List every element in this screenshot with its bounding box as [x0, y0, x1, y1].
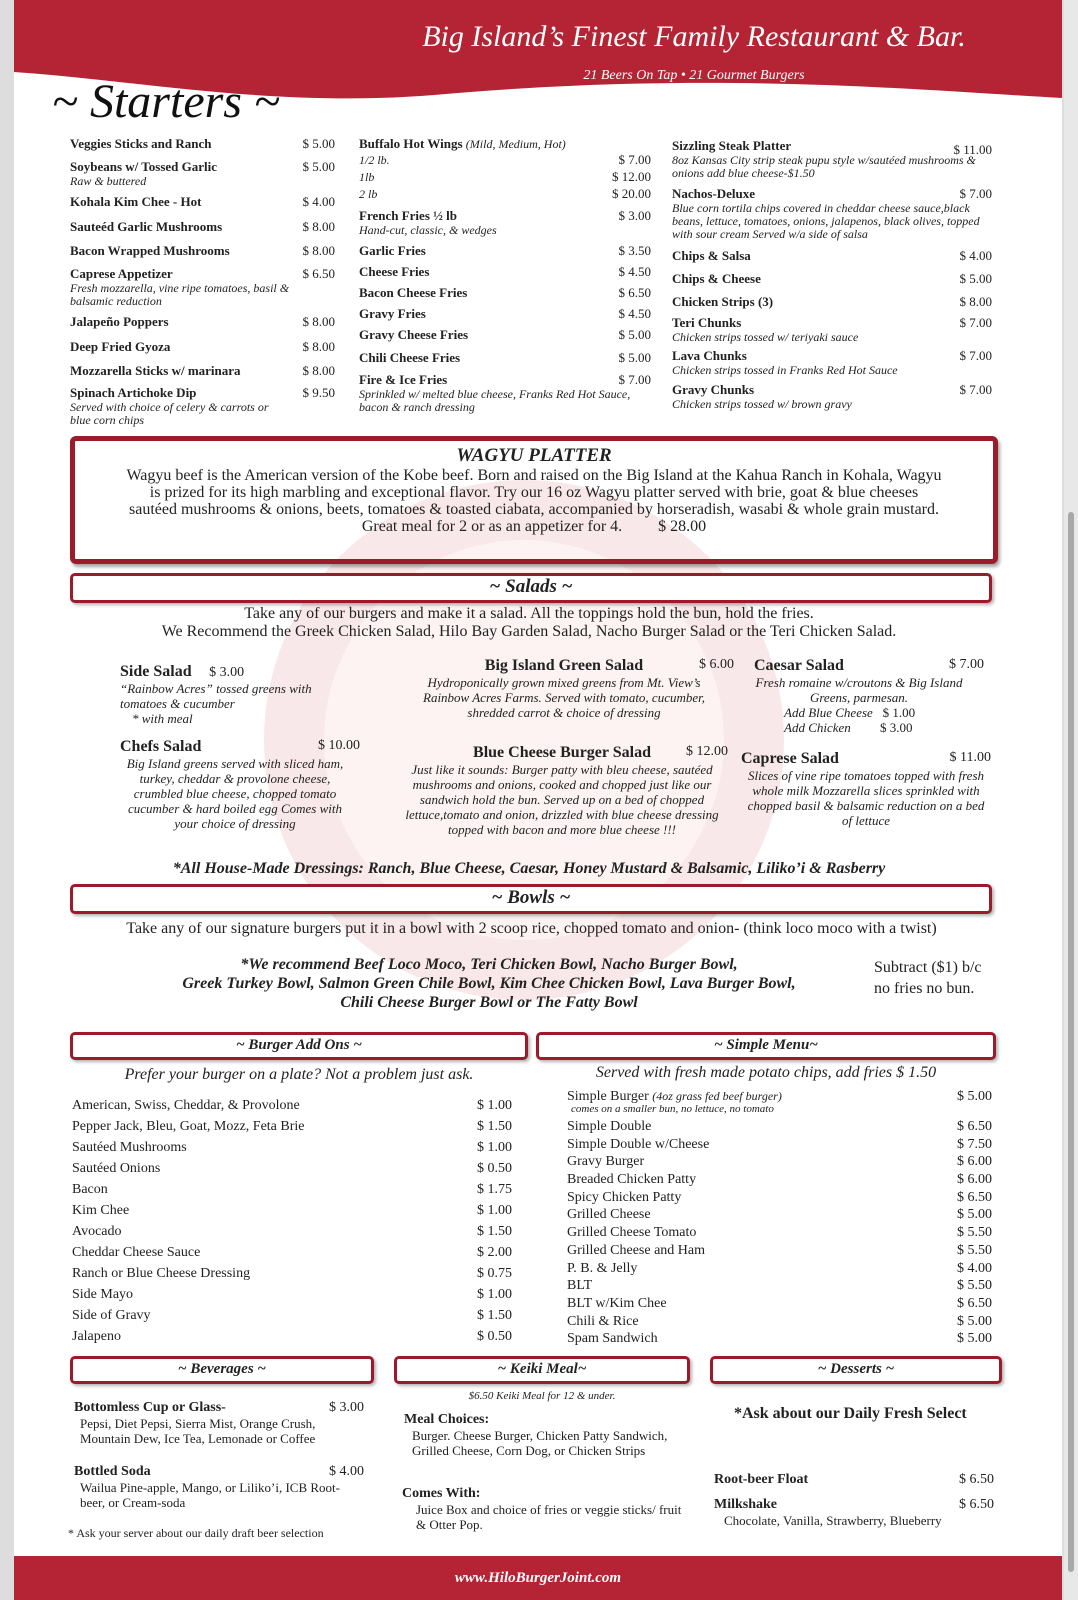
starters-column-3: [672, 138, 992, 411]
list-item: Sautéed Mushrooms $ 1.00: [72, 1140, 512, 1155]
big-island-green-salad: Big Island Green Salad $ 6.00 Hydroponically grown mixed greens from Mt. View’s Rainbow Acres Farms. Served with tomato, cucumber, shredded carrot & choice of dressing: [423, 657, 734, 720]
simple-menu-heading: ~ Simple Menu~: [536, 1032, 996, 1060]
bowls-recommend-1: *We recommend Beef Loco Moco, Teri Chicken Bowl, Nacho Burger Bowl,: [240, 956, 738, 973]
wagyu-description: Wagyu beef is the American version of the Kobe beef. Born and raised on the Big Island at the Kahua Ranch in Kohala, Wagyu is prized for its high marbling and exceptional flavor. Try our 16 oz Wagyu platter served with brie, goat & blue cheeses sautéed mushrooms & onions, beets, tomatoes & toasted ciabata, accompanied by horseradish, wasabi & whole grain mustard. Great meal for 2 or as an appetizer for 4. $ 28.00: [126, 467, 942, 535]
simple-menu-intro: Served with fresh made potato chips, add fries $ 1.50: [595, 1064, 937, 1081]
list-item: Chili & Rice $ 5.00: [567, 1313, 992, 1329]
burger-addons-heading: ~ Burger Add Ons ~: [70, 1032, 528, 1060]
list-item: Grilled Cheese and Ham $ 5.50: [567, 1242, 992, 1258]
wings-item: Buffalo Hot Wings (Mild, Medium, Hot): [359, 136, 566, 151]
bowls-subtract-2: no fries no bun.: [874, 980, 975, 997]
list-item: Kim Chee $ 1.00: [72, 1203, 512, 1218]
menu-item: Deep Fried Gyoza $ 8.00: [70, 339, 335, 354]
menu-item: Jalapeño Poppers $ 8.00: [70, 314, 335, 329]
list-item: Grilled Cheese $ 5.00: [567, 1207, 992, 1223]
beverages-heading: ~ Beverages ~: [70, 1356, 374, 1384]
menu-item: Mozzarella Sticks w/ marinara $ 8.00: [70, 363, 335, 378]
list-item: Grilled Cheese Tomato $ 5.50: [567, 1225, 992, 1241]
draft-beer-note: * Ask your server about our daily draft beer selection: [68, 1526, 324, 1540]
menu-item: Chicken Strips (3) $ 8.00: [672, 294, 992, 309]
salads-intro-2: We Recommend the Greek Chicken Salad, Hilo Bay Garden Salad, Nacho Burger Salad or the Teri Chicken Salad.: [161, 623, 897, 640]
list-item: Bacon $ 1.75: [72, 1182, 512, 1197]
page-scrollbar[interactable]: [1064, 0, 1078, 1600]
wagyu-title: WAGYU PLATTER: [456, 445, 612, 466]
bowls-subtract-1: Subtract ($1) b/c: [874, 959, 982, 976]
list-item: P. B. & Jelly $ 4.00: [567, 1260, 992, 1276]
house-dressings: *All House-Made Dressings: Ranch, Blue Cheese, Caesar, Honey Mustard & Balsamic, Liliko’i & Rasberry: [172, 860, 886, 877]
list-item: Spam Sandwich $ 5.00: [567, 1331, 992, 1347]
starters-column-2: [359, 136, 651, 414]
list-item: BLT $ 5.50: [567, 1278, 992, 1294]
caprese-salad: Caprese Salad $ 11.00 Slices of vine ripe tomatoes topped with fresh whole milk Mozzarella slices sprinkled with chopped basil & balsamic reduction on a bed of lettuce: [741, 750, 991, 828]
desserts-heading: ~ Desserts ~: [710, 1356, 1002, 1384]
root-beer-float: Root-beer Float $ 6.50: [714, 1472, 994, 1487]
blue-cheese-burger-salad: Blue Cheese Burger Salad $ 12.00 Just like it sounds: Burger patty with bleu cheese, sautéed mushrooms and onions, cooked and chopped just like our sandwich hold the bun. Served up on a bed of chopped lettuce,tomato and onion, drizzled with blue cheese dressing topped with bacon and more blue cheese !!!: [405, 744, 728, 837]
menu-item: Chili Cheese Fries $ 5.00: [359, 350, 651, 365]
menu-item: Bacon Cheese Fries $ 6.50: [359, 285, 651, 300]
list-item: Spicy Chicken Patty $ 6.50: [567, 1189, 992, 1205]
menu-item: Caprese Appetizer $ 6.50 Fresh mozzarella, vine ripe tomatoes, basil & balsamic reduction: [70, 266, 335, 308]
menu-item: Cheese Fries $ 4.50: [359, 264, 651, 279]
wagyu-price: $ 28.00: [658, 518, 707, 535]
burger-addons-list: [72, 1095, 512, 1347]
starters-heading: ~ Starters ~: [52, 75, 280, 128]
milkshake: Milkshake $ 6.50 Chocolate, Vanilla, Strawberry, Blueberry: [714, 1497, 994, 1528]
list-item: Cheddar Cheese Sauce $ 2.00: [72, 1245, 512, 1260]
list-item: Simple Double w/Cheese $ 7.50: [567, 1136, 992, 1152]
list-item: Simple Burger (4oz grass fed beef burger) $ 5.00 comes on a smaller bun, no lettuce, no tomato: [567, 1089, 992, 1115]
list-item: Simple Double $ 6.50: [567, 1119, 992, 1134]
keiki-comes-with: Comes With: Juice Box and choice of fries or veggie sticks/ fruit & Otter Pop.: [402, 1486, 682, 1532]
keiki-meal-heading: ~ Keiki Meal~: [394, 1356, 690, 1384]
menu-item: Fire & Ice Fries $ 7.00 Sprinkled w/ melted blue cheese, Franks Red Hot Sauce, bacon & ranch dressing: [359, 372, 651, 414]
keiki-choices: Meal Choices: Burger. Cheese Burger, Chicken Patty Sandwich, Grilled Cheese, Corn Dog, or Chicken Strips: [404, 1412, 668, 1458]
menu-item: French Fries ½ lb $ 3.00 Hand-cut, classic, & wedges: [359, 208, 651, 237]
simple-menu-list: [567, 1090, 992, 1348]
menu-item: Sauteéd Garlic Mushrooms $ 8.00: [70, 219, 335, 234]
bottled-soda: Bottled Soda $ 4.00 Wailua Pine-apple, Mango, or Liliko’i, ICB Root-beer, or Cream-soda: [74, 1464, 364, 1510]
menu-item: Chips & Salsa $ 4.00: [672, 248, 992, 263]
chefs-salad: Chefs Salad $ 10.00 Big Island greens served with sliced ham, turkey, cheddar & provolone cheese, crumbled blue cheese, chopped tomato cucumber & hard boiled egg Comes with your choice of dressing: [120, 738, 360, 831]
list-item: Sautéed Onions $ 0.50: [72, 1161, 512, 1176]
wagyu-platter-box: [70, 436, 998, 564]
menu-item: Chips & Cheese $ 5.00: [672, 271, 992, 286]
list-item: Gravy Burger $ 6.00: [567, 1154, 992, 1170]
list-item: American, Swiss, Cheddar, & Provolone $ 1.00: [72, 1098, 512, 1113]
list-item: Side Mayo $ 1.00: [72, 1287, 512, 1302]
list-item: Jalapeno $ 0.50: [72, 1329, 512, 1344]
menu-item: Soybeans w/ Tossed Garlic $ 5.00 Raw & buttered: [70, 159, 335, 188]
bottomless-cup: Bottomless Cup or Glass- $ 3.00 Pepsi, Diet Pepsi, Sierra Mist, Orange Crush, Mountain Dew, Ice Tea, Lemonade or Coffee: [74, 1400, 364, 1446]
side-salad: Side Salad $ 3.00 “Rainbow Acres” tossed greens with tomatoes & cucumber * with meal: [120, 663, 312, 726]
list-item: BLT w/Kim Chee $ 6.50: [567, 1295, 992, 1311]
starters-column-1: [70, 136, 335, 427]
menu-item: Garlic Fries $ 3.50: [359, 243, 651, 258]
list-item: Pepper Jack, Bleu, Goat, Mozz, Feta Brie $ 1.50: [72, 1119, 512, 1134]
menu-page: [14, 0, 1062, 1600]
menu-item: Gravy Chunks $ 7.00 Chicken strips tossed w/ brown gravy: [672, 382, 992, 411]
menu-item: Nachos-Deluxe $ 7.00 Blue corn tortila chips covered in cheddar cheese sauce,black beans, lettuce, tomatoes, onions, jalapenos, black olives, topped with sour cream Served w/a side of salsa: [672, 186, 992, 241]
list-item: Side of Gravy $ 1.50: [72, 1308, 512, 1323]
menu-item: Bacon Wrapped Mushrooms $ 8.00: [70, 243, 335, 258]
list-item: Breaded Chicken Patty $ 6.00: [567, 1172, 992, 1188]
menu-item: Lava Chunks $ 7.00 Chicken strips tossed in Franks Red Hot Sauce: [672, 348, 992, 377]
menu-item: Veggies Sticks and Ranch $ 5.00: [70, 136, 335, 151]
caesar-salad: Caesar Salad $ 7.00 Fresh romaine w/croutons & Big Island Greens, parmesan. Add Blue Cheese $ 1.00 Add Chicken $ 3.00: [754, 657, 984, 735]
restaurant-tagline: Big Island’s Finest Family Restaurant & Bar.: [422, 20, 966, 53]
menu-item: Gravy Fries $ 4.50: [359, 306, 651, 321]
salads-heading: ~ Salads ~: [70, 573, 992, 603]
bowls-recommend-3: Chili Cheese Burger Bowl or The Fatty Bowl: [340, 994, 638, 1011]
menu-item: Gravy Cheese Fries $ 5.00: [359, 327, 651, 342]
menu-item: Kohala Kim Chee - Hot $ 4.00: [70, 194, 335, 209]
beers-burgers-line: 21 Beers On Tap • 21 Gourmet Burgers: [583, 68, 805, 83]
birthday-line: Free Burger on YOUR BIRTHDAY: [596, 95, 792, 110]
wings-size: 1lb $ 12.00: [359, 169, 651, 184]
burger-addons-intro: Prefer your burger on a plate? Not a problem just ask.: [124, 1066, 474, 1083]
menu-item: Teri Chunks $ 7.00 Chicken strips tossed w/ teriyaki sauce: [672, 315, 992, 344]
list-item: Ranch or Blue Cheese Dressing $ 0.75: [72, 1266, 512, 1281]
salads-intro-1: Take any of our burgers and make it a salad. All the toppings hold the bun, hold the fries.: [244, 605, 814, 622]
keiki-price-note: $6.50 Keiki Meal for 12 & under.: [468, 1390, 616, 1402]
menu-item: Sizzling Steak Platter $ 11.00 8oz Kansas City strip steak pupu style w/sautéed mushrooms & onions add blue cheese-$1.50: [672, 138, 992, 180]
website-link[interactable]: www.HiloBurgerJoint.com: [14, 1556, 1062, 1600]
bowls-intro: Take any of our signature burgers put it in a bowl with 2 scoop rice, chopped tomato and onion- (think loco moco with a twist): [126, 920, 937, 937]
wings-size: 2 lb $ 20.00: [359, 186, 651, 201]
bowls-recommend-2: Greek Turkey Bowl, Salmon Green Chile Bowl, Kim Chee Chicken Bowl, Lava Burger Bowl,: [182, 975, 796, 992]
wings-size: 1/2 lb. $ 7.00: [359, 152, 651, 167]
menu-item: Spinach Artichoke Dip $ 9.50 Served with choice of celery & carrots or blue corn chips: [70, 385, 335, 427]
bowls-heading: ~ Bowls ~: [70, 884, 992, 914]
list-item: Avocado $ 1.50: [72, 1224, 512, 1239]
scrollbar-thumb[interactable]: [1068, 512, 1074, 1572]
daily-fresh-select: *Ask about our Daily Fresh Select: [734, 1405, 967, 1422]
